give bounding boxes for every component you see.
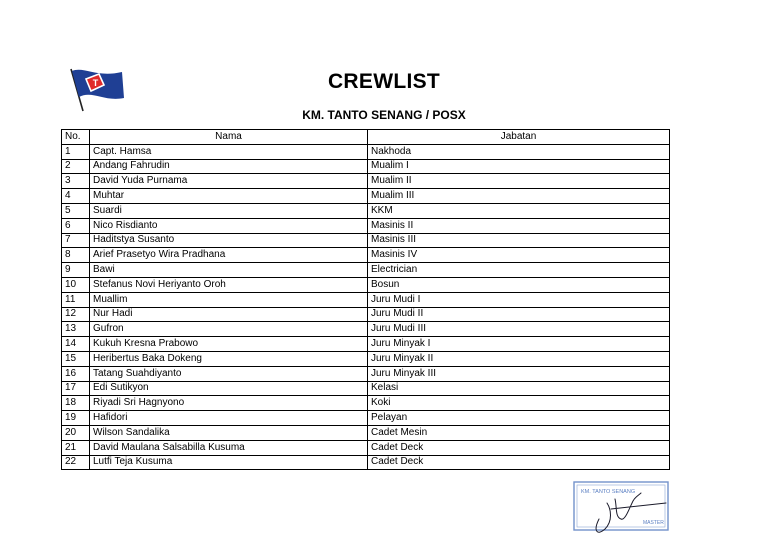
cell-no: 2 bbox=[62, 159, 90, 174]
cell-no: 15 bbox=[62, 351, 90, 366]
cell-nama: Edi Sutikyon bbox=[90, 381, 368, 396]
cell-nama: Hafidori bbox=[90, 411, 368, 426]
cell-nama: Heribertus Baka Dokeng bbox=[90, 351, 368, 366]
cell-nama: Lutfi Teja Kusuma bbox=[90, 455, 368, 470]
cell-jabatan: Masinis III bbox=[368, 233, 670, 248]
cell-jabatan: Cadet Deck bbox=[368, 440, 670, 455]
cell-nama: Riyadi Sri Hagnyono bbox=[90, 396, 368, 411]
table-row bbox=[62, 248, 670, 263]
column-header-jabatan: Jabatan bbox=[368, 130, 670, 145]
cell-no: 13 bbox=[62, 322, 90, 337]
table-row bbox=[62, 440, 670, 455]
cell-nama: Capt. Hamsa bbox=[90, 144, 368, 159]
table-row bbox=[62, 277, 670, 292]
cell-nama: Haditstya Susanto bbox=[90, 233, 368, 248]
table-row bbox=[62, 218, 670, 233]
table-row bbox=[62, 263, 670, 278]
cell-jabatan: Juru Minyak III bbox=[368, 366, 670, 381]
cell-nama: Nico Risdianto bbox=[90, 218, 368, 233]
table-row bbox=[62, 322, 670, 337]
cell-nama: Arief Prasetyo Wira Pradhana bbox=[90, 248, 368, 263]
table-row bbox=[62, 396, 670, 411]
cell-no: 11 bbox=[62, 292, 90, 307]
cell-jabatan: Mualim I bbox=[368, 159, 670, 174]
cell-no: 16 bbox=[62, 366, 90, 381]
cell-jabatan: Electrician bbox=[368, 263, 670, 278]
table-row bbox=[62, 366, 670, 381]
cell-no: 4 bbox=[62, 189, 90, 204]
cell-nama: Kukuh Kresna Prabowo bbox=[90, 337, 368, 352]
logo-letter: T bbox=[92, 78, 99, 88]
cell-no: 21 bbox=[62, 440, 90, 455]
cell-no: 9 bbox=[62, 263, 90, 278]
stamp-text-bottom: MASTER bbox=[643, 520, 664, 526]
cell-nama: Suardi bbox=[90, 203, 368, 218]
cell-no: 14 bbox=[62, 337, 90, 352]
cell-jabatan: Nakhoda bbox=[368, 144, 670, 159]
cell-nama: Andang Fahrudin bbox=[90, 159, 368, 174]
table-row bbox=[62, 455, 670, 470]
table-row bbox=[62, 337, 670, 352]
cell-no: 5 bbox=[62, 203, 90, 218]
column-header-nama: Nama bbox=[90, 130, 368, 145]
cell-no: 18 bbox=[62, 396, 90, 411]
cell-jabatan: Juru Minyak I bbox=[368, 337, 670, 352]
cell-nama: Muallim bbox=[90, 292, 368, 307]
cell-no: 10 bbox=[62, 277, 90, 292]
table-row bbox=[62, 144, 670, 159]
table-row bbox=[62, 189, 670, 204]
cell-no: 12 bbox=[62, 307, 90, 322]
cell-no: 22 bbox=[62, 455, 90, 470]
cell-nama: Nur Hadi bbox=[90, 307, 368, 322]
cell-jabatan: Juru Minyak II bbox=[368, 351, 670, 366]
cell-nama: Stefanus Novi Heriyanto Oroh bbox=[90, 277, 368, 292]
table-row bbox=[62, 381, 670, 396]
cell-jabatan: Koki bbox=[368, 396, 670, 411]
table-header-row bbox=[62, 130, 670, 145]
cell-jabatan: Juru Mudi III bbox=[368, 322, 670, 337]
cell-jabatan: Pelayan bbox=[368, 411, 670, 426]
cell-nama: David Maulana Salsabilla Kusuma bbox=[90, 440, 368, 455]
column-header-no: No. bbox=[62, 130, 90, 145]
cell-jabatan: Kelasi bbox=[368, 381, 670, 396]
ship-stamp-with-signature bbox=[571, 479, 671, 537]
cell-jabatan: Cadet Deck bbox=[368, 455, 670, 470]
cell-no: 19 bbox=[62, 411, 90, 426]
cell-no: 20 bbox=[62, 425, 90, 440]
table-row bbox=[62, 233, 670, 248]
cell-jabatan: KKM bbox=[368, 203, 670, 218]
cell-jabatan: Cadet Mesin bbox=[368, 425, 670, 440]
cell-jabatan: Juru Mudi II bbox=[368, 307, 670, 322]
cell-nama: Gufron bbox=[90, 322, 368, 337]
table-row bbox=[62, 411, 670, 426]
cell-nama: Tatang Suahdiyanto bbox=[90, 366, 368, 381]
cell-nama: Bawi bbox=[90, 263, 368, 278]
table-row bbox=[62, 351, 670, 366]
cell-nama: Muhtar bbox=[90, 189, 368, 204]
cell-no: 6 bbox=[62, 218, 90, 233]
cell-no: 17 bbox=[62, 381, 90, 396]
ship-name: KM. TANTO SENANG / POSX bbox=[302, 108, 466, 122]
table-row bbox=[62, 159, 670, 174]
cell-no: 1 bbox=[62, 144, 90, 159]
crew-table-body bbox=[62, 144, 670, 470]
cell-jabatan: Masinis IV bbox=[368, 248, 670, 263]
cell-jabatan: Masinis II bbox=[368, 218, 670, 233]
document-title: CREWLIST bbox=[327, 70, 441, 93]
crew-table bbox=[61, 129, 670, 470]
table-row bbox=[62, 425, 670, 440]
cell-jabatan: Juru Mudi I bbox=[368, 292, 670, 307]
cell-no: 3 bbox=[62, 174, 90, 189]
cell-nama: David Yuda Purnama bbox=[90, 174, 368, 189]
cell-jabatan: Bosun bbox=[368, 277, 670, 292]
cell-no: 7 bbox=[62, 233, 90, 248]
table-row bbox=[62, 307, 670, 322]
cell-jabatan: Mualim III bbox=[368, 189, 670, 204]
table-row bbox=[62, 203, 670, 218]
cell-nama: Wilson Sandalika bbox=[90, 425, 368, 440]
table-row bbox=[62, 174, 670, 189]
stamp-text-top: KM. TANTO SENANG bbox=[581, 489, 636, 495]
table-row bbox=[62, 292, 670, 307]
cell-no: 8 bbox=[62, 248, 90, 263]
cell-jabatan: Mualim II bbox=[368, 174, 670, 189]
